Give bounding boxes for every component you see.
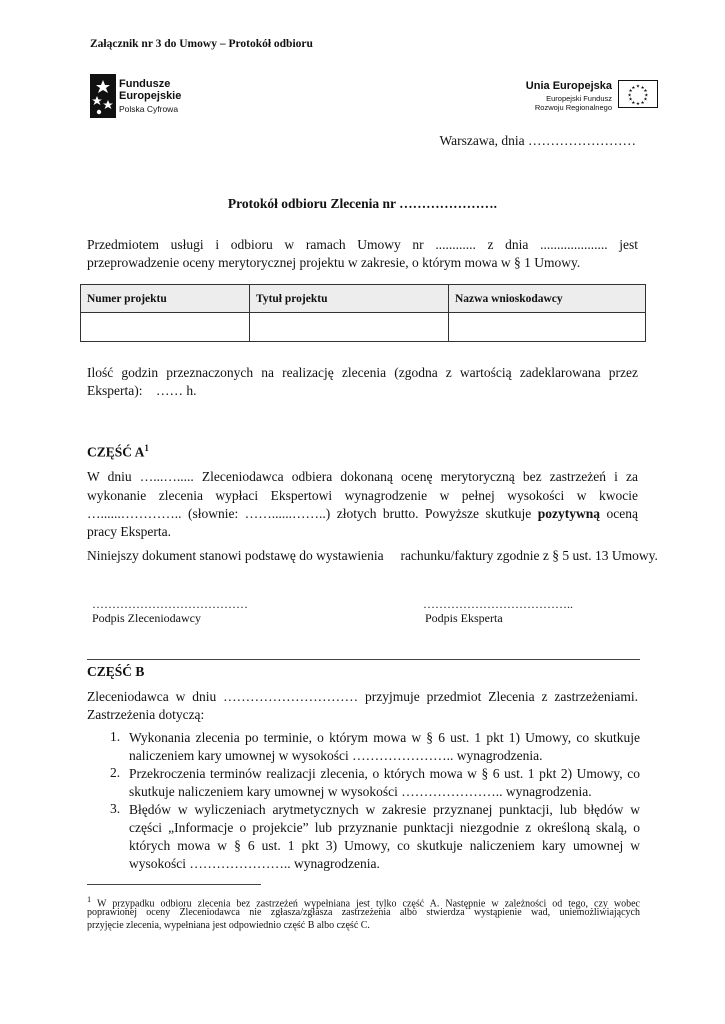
signature-line-expert: ……………………………….. bbox=[423, 597, 573, 611]
signature-label-expert: Podpis Eksperta bbox=[425, 611, 503, 625]
svg-text:★: ★ bbox=[628, 97, 633, 103]
list-item-2-line-1: Przekroczenia terminów realizacji zlecenia, o których mowa w § 6 ust. 1 pkt 2) Umowy, co bbox=[129, 766, 640, 781]
part-a-line-5: Niniejszy dokument stanowi podstawę do wystawienia rachunku/faktury zgodnie z § 5 ust. 13 Umowy. bbox=[87, 548, 658, 563]
footnote-line-2: poprawionej oceny Zleceniodawca nie zgłasza/zgłasza zastrzeżenia albo stwierdza wystąpienie wad, uniemożliwiających bbox=[87, 907, 640, 918]
svg-text:★: ★ bbox=[631, 85, 636, 91]
hours-line-1: Ilość godzin przeznaczonych na realizację zlecenia (zgodna z wartością zadeklarowana przez bbox=[87, 365, 638, 380]
table-cell-applicant-name[interactable] bbox=[449, 313, 646, 342]
table-row bbox=[81, 313, 646, 342]
fe-logo-line1: Fundusze bbox=[119, 78, 171, 90]
col-header-applicant-name: Nazwa wnioskodawcy bbox=[449, 285, 646, 313]
list-item-3-line-4: wysokości ………………….. wynagrodzenia. bbox=[129, 856, 380, 871]
document-title: Protokół odbioru Zlecenia nr …………………. bbox=[227, 196, 498, 211]
part-a-line-2: wykonanie zlecenia wypłaci Ekspertowi wynagrodzenie w pełnej wysokości w kwocie bbox=[87, 488, 638, 503]
svg-text:★: ★ bbox=[635, 84, 641, 90]
part-a-line-3-post: oceną bbox=[600, 506, 638, 521]
list-item-1-line-1: Wykonania zlecenia po terminie, o którym mowa w § 6 ust. 1 pkt 1) Umowy, co skutkuje bbox=[129, 730, 640, 745]
svg-text:★: ★ bbox=[643, 97, 648, 103]
section-divider bbox=[87, 659, 640, 660]
part-a-heading-text: CZĘŚĆ A bbox=[87, 444, 145, 460]
table-cell-project-number[interactable] bbox=[81, 313, 250, 342]
unia-europejska-logo bbox=[500, 80, 658, 114]
part-b-line-1: Zleceniodawca w dniu ………………………… przyjmuje przedmiot Zlecenia z zastrzeżeniami. bbox=[87, 689, 638, 704]
fundusze-europejskie-logo bbox=[90, 74, 200, 118]
part-b-heading: CZĘŚĆ B bbox=[87, 664, 145, 679]
footnote-ref: 1 bbox=[144, 443, 149, 453]
part-b-line-2: Zastrzeżenia dotyczą: bbox=[87, 707, 205, 722]
table-header-row bbox=[81, 285, 646, 313]
svg-text:★: ★ bbox=[640, 100, 645, 106]
svg-text:★: ★ bbox=[635, 102, 641, 108]
footnote-divider bbox=[87, 884, 261, 885]
part-a-line-3-pre: …......………….. (słownie: ……......……..) złotych brutto. Powyższe skutkuje bbox=[87, 506, 538, 521]
project-table bbox=[80, 284, 646, 342]
list-item-number: 3. bbox=[110, 801, 121, 816]
ue-logo-line3: Rozwoju Regionalnego bbox=[534, 103, 612, 112]
list-item-number: 1. bbox=[110, 729, 121, 744]
ue-logo-line1: Unia Europejska bbox=[525, 80, 612, 92]
document-header: Załącznik nr 3 do Umowy – Protokół odbioru bbox=[90, 38, 313, 50]
col-header-project-number: Numer projektu bbox=[81, 285, 250, 313]
fe-logo-line3: Polska Cyfrowa bbox=[119, 104, 179, 114]
list-item-3-line-2: części „Informacje o projekcie” lub przyznanie punktacji niezgodnie z określoną skalą, o bbox=[129, 820, 640, 835]
footnote-line-1-text: W przypadku odbioru zlecenia bez zastrzeżeń wypełniana jest tylko część A. Następnie w zależności od tego, czy wobec bbox=[91, 898, 640, 910]
part-a-line-3 bbox=[87, 505, 638, 523]
list-item-3-line-3: których mowa w § 6 ust. 1 pkt 3) Umowy, co skutkuje naliczeniem kary umownej w bbox=[129, 838, 640, 853]
fe-stars-icon bbox=[90, 74, 116, 118]
svg-text:★: ★ bbox=[643, 89, 648, 95]
footnote-mark: 1 bbox=[87, 895, 92, 904]
fe-logo-line2: Europejskie bbox=[119, 90, 182, 102]
intro-line-2: przeprowadzenie oceny merytorycznej projektu w zakresie, o którym mowa w § 1 Umowy. bbox=[87, 255, 581, 270]
hours-line-2: Eksperta): …… h. bbox=[87, 383, 197, 398]
svg-text:★: ★ bbox=[627, 93, 632, 99]
eu-flag-icon bbox=[618, 80, 658, 108]
svg-text:★: ★ bbox=[628, 89, 633, 95]
list-item-number: 2. bbox=[110, 765, 121, 780]
part-a-line-1: W dniu …...…..... Zleceniodawca odbiera dokonaną ocenę merytoryczną bez zastrzeżeń i za bbox=[87, 469, 638, 484]
svg-text:★: ★ bbox=[640, 85, 645, 91]
signature-line-client: ………………………………… bbox=[92, 597, 248, 611]
svg-text:★: ★ bbox=[644, 93, 649, 99]
col-header-project-title: Tytuł projektu bbox=[250, 285, 449, 313]
svg-text:★: ★ bbox=[631, 100, 636, 106]
part-a-line-4: pracy Eksperta. bbox=[87, 524, 171, 539]
list-item-1-line-2: naliczeniem kary umownej w wysokości ………………….. wynagrodzenia. bbox=[129, 748, 543, 763]
table-cell-project-title[interactable] bbox=[250, 313, 449, 342]
part-a-heading bbox=[87, 443, 149, 461]
list-item-3-line-1: Błędów w wyliczeniach arytmetycznych w zakresie przyznanej punktacji, lub błędów w bbox=[129, 802, 640, 817]
ue-logo-line2: Europejski Fundusz bbox=[546, 94, 612, 103]
intro-line-1: Przedmiotem usługi i odbioru w ramach Umowy nr ............ z dnia .................... jest bbox=[87, 237, 638, 252]
signature-label-client: Podpis Zleceniodawcy bbox=[92, 611, 201, 625]
part-a-positive: pozytywną bbox=[537, 506, 601, 521]
date-line: Warszawa, dnia …………………… bbox=[439, 133, 636, 148]
list-item-2-line-2: skutkuje naliczeniem kary umownej w wysokości ………………….. wynagrodzenia. bbox=[129, 784, 592, 799]
footnote-line-3: przyjęcie zlecenia, wypełniana jest odpowiednio część B albo część C. bbox=[87, 920, 370, 931]
